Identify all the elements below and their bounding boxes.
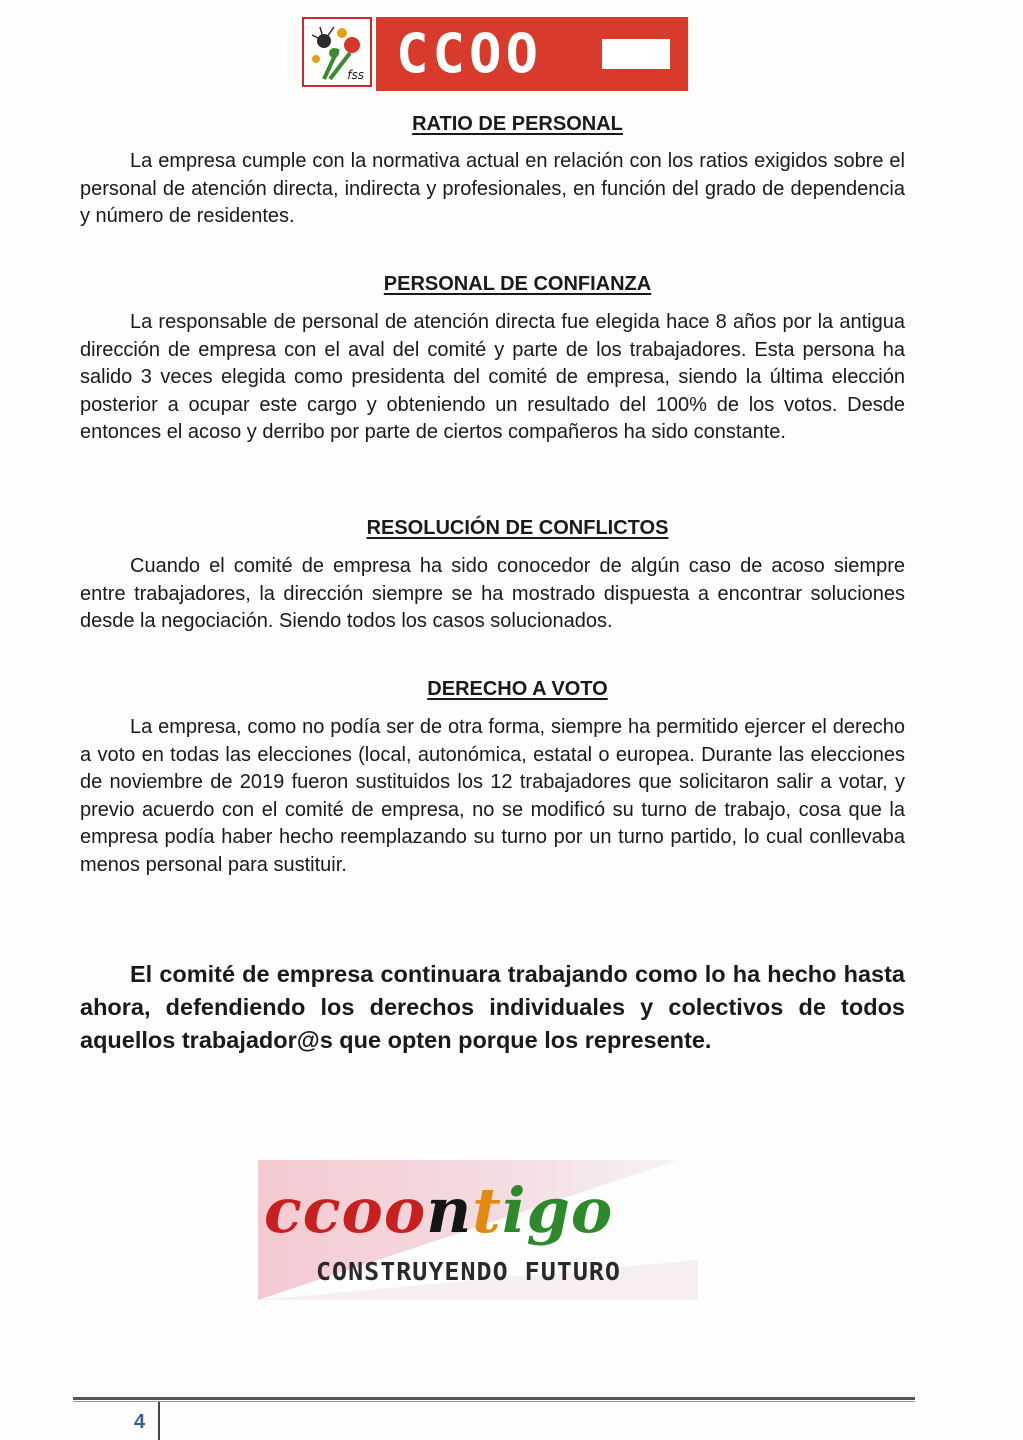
ccoontigo-logo	[258, 1160, 698, 1300]
section-heading: RESOLUCIÓN DE CONFLICTOS	[366, 517, 669, 539]
ccoo-label: CCOO	[396, 22, 543, 85]
logo-tagline: CONSTRUYENDO FUTURO	[316, 1257, 621, 1286]
section-heading: PERSONAL DE CONFIANZA	[383, 273, 652, 295]
section-body: La responsable de personal de atención directa fue elegida hace 8 años por la antigua dirección de empresa con el aval del comité y parte de los trabajadores. Esta persona ha salido 3 veces elegida como presidenta del comité de empresa, siendo la última elección posterior a ocupar este cargo y obteniendo un resultado del 100% de los votos. Desde entonces el acoso y derribo por parte de ciertos compañeros ha sido constante.	[80, 311, 905, 444]
section-body: La empresa cumple con la normativa actual en relación con los ratios exigidos sobre el personal de atención directa, indirecta y profesionales, en función del grado de dependencia y número de residentes.	[80, 150, 905, 228]
ccoo-banner	[376, 17, 688, 91]
ccoontigo-wordmark	[264, 1174, 614, 1247]
section-heading: RATIO DE PERSONAL	[412, 113, 623, 135]
wordmark-part: ccoo	[264, 1174, 427, 1247]
section-heading: DERECHO A VOTO	[427, 678, 608, 700]
closing-statement: El comité de empresa continuara trabajando como lo ha hecho hasta ahora, defendiendo los derechos individuales y colectivos de todos aquellos trabajador@s que opten porque los represente.	[80, 961, 905, 1053]
header-logo	[302, 17, 688, 91]
wordmark-part: t	[472, 1174, 502, 1247]
footer-rule-thin	[73, 1401, 915, 1402]
footer-rule	[73, 1397, 915, 1400]
page-number: 4	[134, 1411, 146, 1433]
fss-label: fss	[347, 68, 364, 82]
fss-logo	[302, 17, 372, 87]
wordmark-part: igo	[501, 1174, 614, 1247]
page-number-divider	[158, 1402, 160, 1440]
section-body: La empresa, como no podía ser de otra forma, siempre ha permitido ejercer el derecho a voto en todas las elecciones (local, autonómica, estatal o europea. Durante las elecciones de noviembre de 2019 fueron sustituidos los 12 trabajadores que solicitaron salir a votar, y previo acuerdo con el comité de empresa, no se modificó su turno de trabajo, cosa que la empresa podía haber hecho reemplazando su turno por un turno partido, lo cual conllevaba menos personal para sustituir.	[80, 716, 905, 876]
wordmark-part: n	[426, 1174, 473, 1247]
section-body: Cuando el comité de empresa ha sido conocedor de algún caso de acoso siempre entre trabajadores, la dirección siempre se ha mostrado dispuesta a encontrar soluciones desde la negociación. Siendo todos los casos solucionados.	[80, 555, 905, 633]
ccoo-white-bar	[602, 39, 670, 69]
